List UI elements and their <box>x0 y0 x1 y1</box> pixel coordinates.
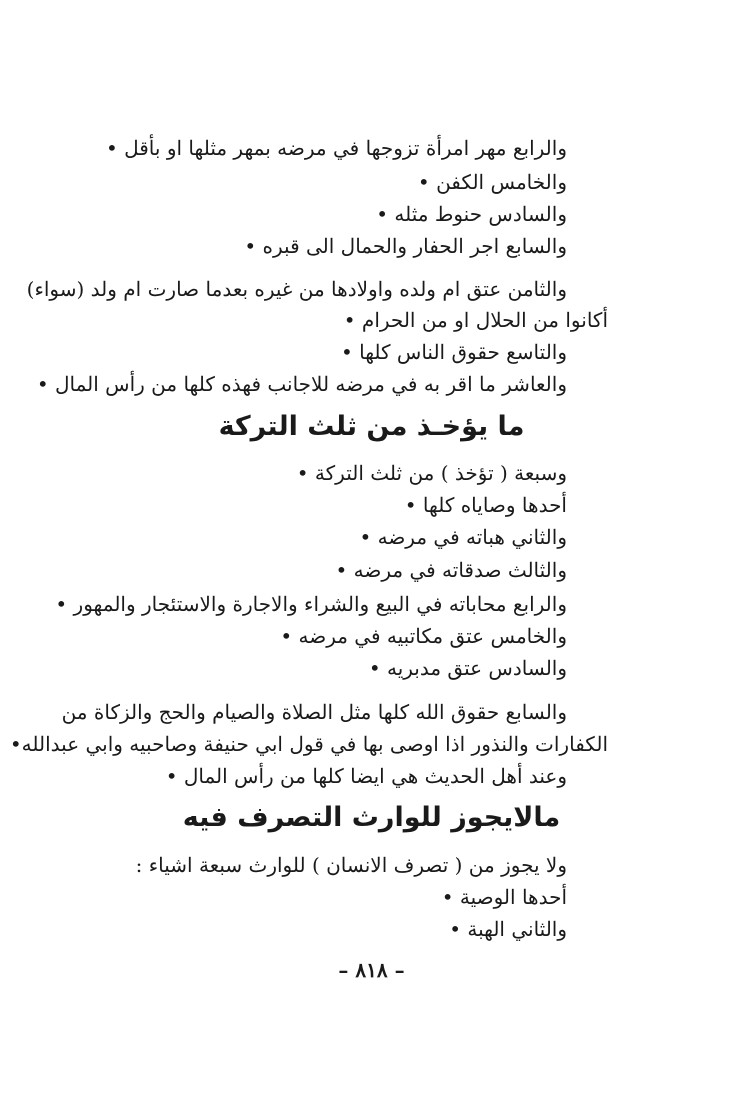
text-line: أحدها الوصية • <box>441 885 567 909</box>
text-line: والسادس حنوط مثله • <box>376 202 567 226</box>
page-number: – ٨١٨ – <box>338 958 405 982</box>
text-line: والعاشر ما اقر به في مرضه للاجانب فهذه كلها من رأس المال • <box>36 372 567 396</box>
text-line: والسابع حقوق الله كلها مثل الصلاة والصيام والحج والزكاة من <box>61 700 567 724</box>
text-line: والسادس عتق مدبريه • <box>368 656 567 680</box>
text-line: والخامس الكفن • <box>417 170 567 194</box>
text-line: والرابع محاباته في البيع والشراء والاجارة والاستئجار والمهور • <box>55 592 567 616</box>
text-line: والثاني هباته في مرضه • <box>359 525 567 549</box>
text-line: والخامس عتق مكاتبيه في مرضه • <box>280 624 567 648</box>
section-heading: ما يؤخـذ من ثلث التركة <box>218 411 525 442</box>
text-line: ولا يجوز من ( تصرف الانسان ) للوارث سبعة اشياء : <box>135 853 567 877</box>
text-line: وعند أهل الحديث هي ايضا كلها من رأس المال • <box>165 764 567 788</box>
text-line: الكفارات والنذور اذا اوصى بها في قول ابي حنيفة وصاحبيه وابي عبدالله• <box>9 732 608 756</box>
section-heading: مالايجوز للوارث التصرف فيه <box>182 802 561 833</box>
text-line: أحدها وصاياه كلها • <box>404 493 567 517</box>
text-line: والثالث صدقاته في مرضه • <box>335 558 567 582</box>
text-line: والسابع اجر الحفار والحمال الى قبره • <box>244 234 567 258</box>
text-line: والثامن عتق ام ولده واولادها من غيره بعدما صارت ام ولد (سواء) <box>26 277 567 301</box>
text-line: أكانوا من الحلال او من الحرام • <box>343 308 608 332</box>
text-line: والرابع مهر امرأة تزوجها في مرضه بمهر مثلها او بأقل • <box>105 136 567 160</box>
text-line: وسبعة ( تؤخذ ) من ثلث التركة • <box>296 461 567 485</box>
text-line: والتاسع حقوق الناس كلها • <box>340 340 567 364</box>
text-line: والثاني الهبة • <box>449 917 567 941</box>
